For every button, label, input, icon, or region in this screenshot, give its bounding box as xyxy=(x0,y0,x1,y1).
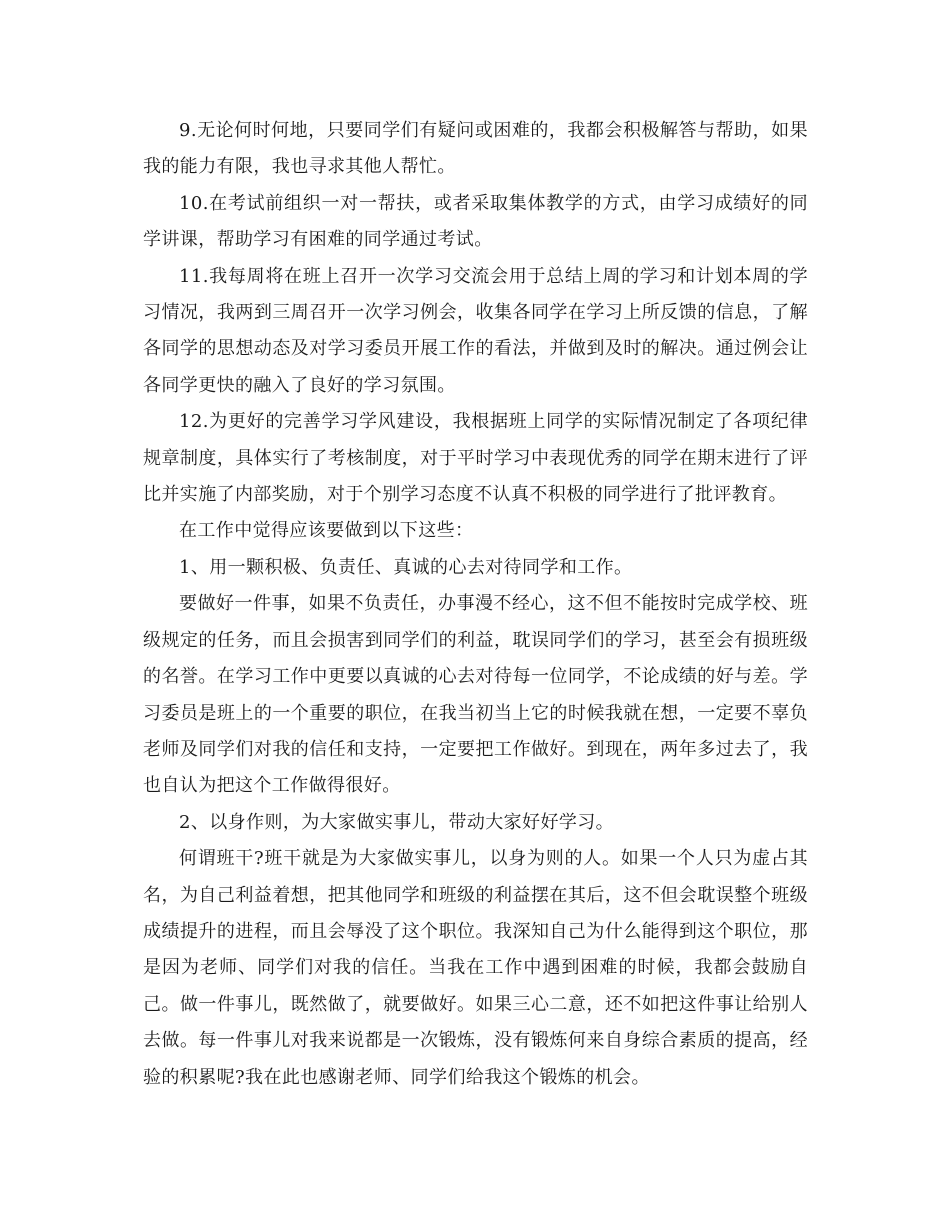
heading-point-1: 1、用一颗积极、负责任、真诚的心去对待同学和工作。 xyxy=(179,556,633,578)
paragraph-item-9: 9.无论何时何地，只要同学们有疑问或困难的，我都会积极解答与帮助，如果我的能力有限，我也寻求其他人帮忙。 xyxy=(143,120,808,178)
document-page xyxy=(143,113,808,1096)
section-intro-paragraph: 在工作中觉得应该要做到以下这些： xyxy=(179,520,474,542)
paragraph-item-11: 11.我每周将在班上召开一次学习交流会用于总结上周的学习和计划本周的学习情况，我两到三周召开一次学习例会，收集各同学在学习上所反馈的信息，了解各同学的思想动态及对学习委员开展工作的看法，并做到及时的解决。通过例会让各同学更快的融入了良好的学习氛围。 xyxy=(143,265,808,396)
body-paragraph-2: 何谓班干?班干就是为大家做实事儿，以身为则的人。如果一个人只为虚占其名，为自己利益着想，把其他同学和班级的利益摆在其后，这不但会耽误整个班级成绩提升的进程，而且会辱没了这个职位。我深知自己为什么能得到这个职位，那是因为老师、同学们对我的信任。当我在工作中遇到困难的时候，我都会鼓励自己。做一件事儿，既然做了，就要做好。如果三心二意，还不如把这件事让给别人去做。每一件事儿对我来说都是一次锻炼，没有锻炼何来自身综合素质的提高，经验的积累呢?我在此也感谢老师、同学们给我这个锻炼的机会。 xyxy=(143,848,808,1088)
body-paragraph-1: 要做好一件事，如果不负责任，办事漫不经心，这不但不能按时完成学校、班级规定的任务，而且会损害到同学们的利益，耽误同学们的学习，甚至会有损班级的名誉。在学习工作中更要以真诚的心去对待每一位同学，不论成绩的好与差。学习委员是班上的一个重要的职位，在我当初当上它的时候我就在想，一定要不辜负老师及同学们对我的信任和支持，一定要把工作做好。到现在，两年多过去了，我也自认为把这个工作做得很好。 xyxy=(143,593,808,797)
paragraph-item-10: 10.在考试前组织一对一帮扶，或者采取集体教学的方式，由学习成绩好的同学讲课，帮助学习有困难的同学通过考试。 xyxy=(143,192,808,251)
heading-point-2: 2、以身作则，为大家做实事儿，带动大家好好学习。 xyxy=(179,811,615,833)
paragraph-item-12: 12.为更好的完善学习学风建设，我根据班上同学的实际情况制定了各项纪律规章制度，具体实行了考核制度，对于平时学习中表现优秀的同学在期末进行了评比并实施了内部奖励，对于个别学习态度不认真不积极的同学进行了批评教育。 xyxy=(143,411,808,506)
